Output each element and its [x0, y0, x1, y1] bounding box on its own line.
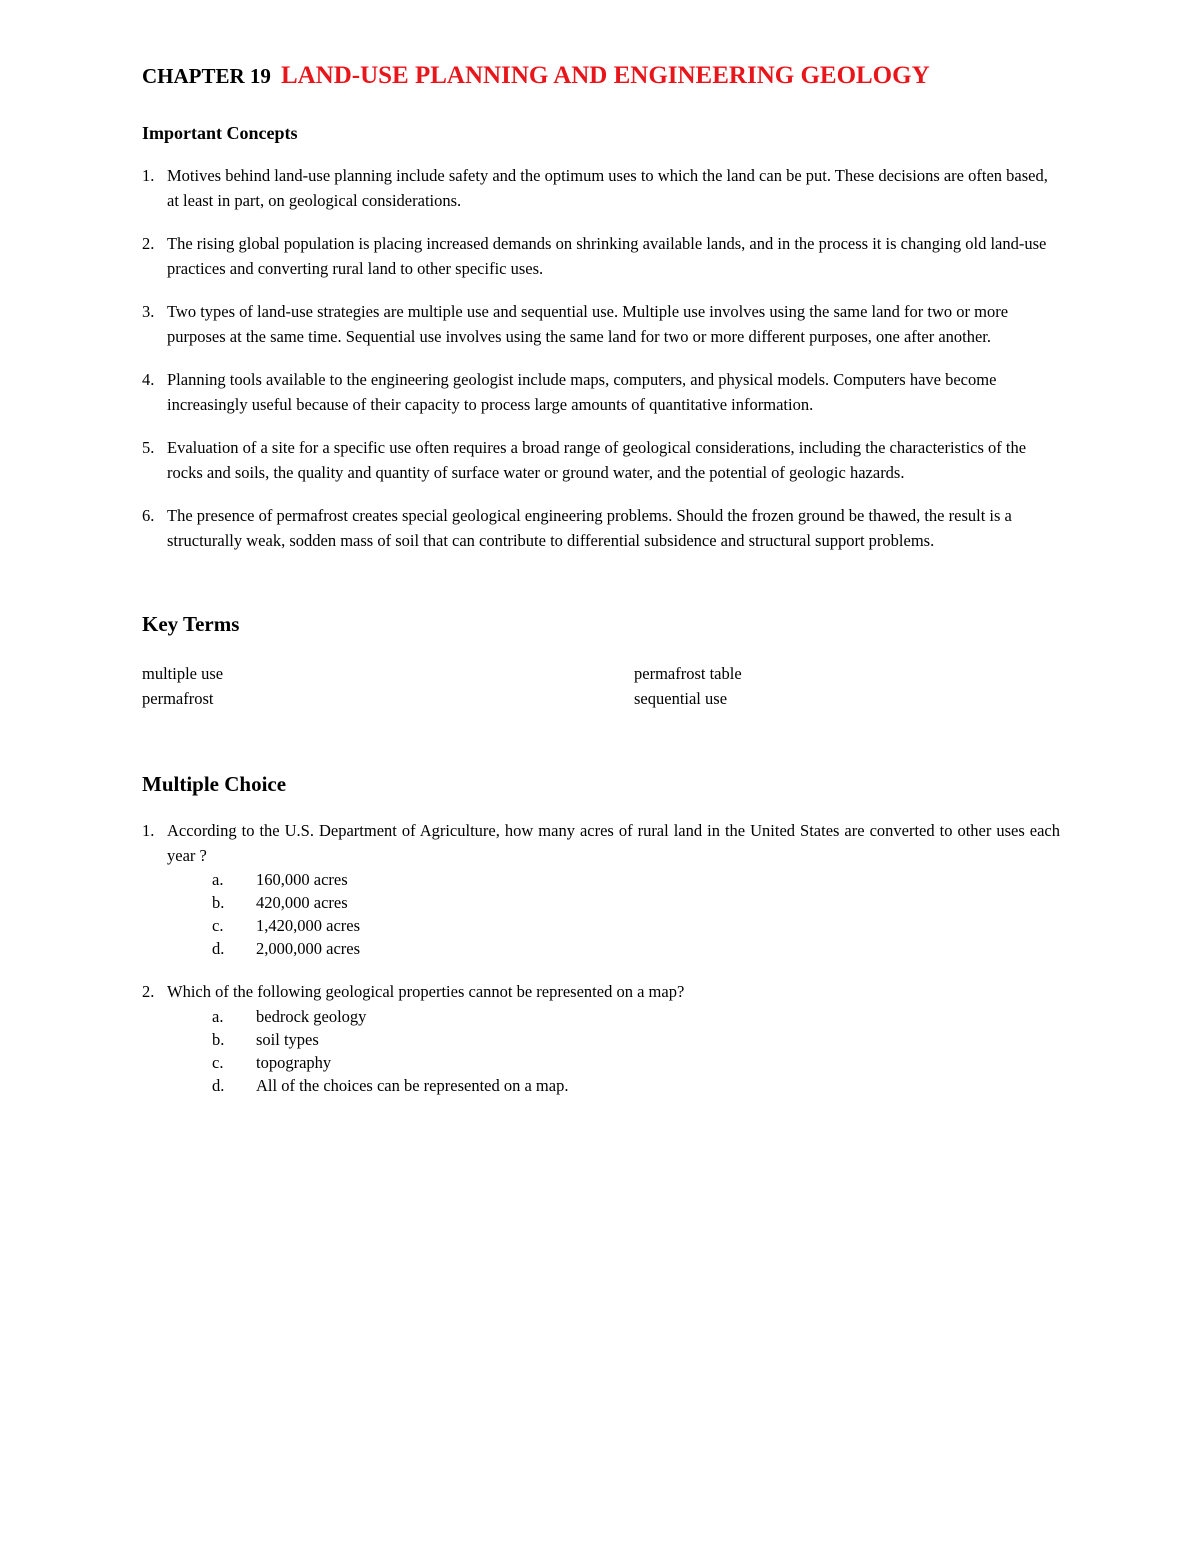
- question-item: [142, 819, 1060, 960]
- concept-number: 5.: [142, 438, 155, 457]
- question-stem: [142, 980, 1060, 1005]
- key-term: permafrost: [142, 689, 214, 708]
- chapter-heading: [142, 58, 1060, 90]
- concept-number: 4.: [142, 370, 155, 389]
- answer-option: [142, 1028, 1060, 1051]
- multiple-choice-list: [142, 819, 1060, 1097]
- chapter-label: CHAPTER 19: [142, 64, 271, 88]
- concept-text: The rising global population is placing increased demands on shrinking available lands, and in the process it is changing old land-use practices and converting rural land to other specific uses.: [167, 234, 1047, 278]
- concept-text: The presence of permafrost creates special geological engineering problems. Should the frozen ground be thawed, the result is a structurally weak, sodden mass of soil that can contribute to differential subsidence and structural support problems.: [167, 506, 1012, 550]
- concept-number: 3.: [142, 302, 155, 321]
- option-text: bedrock geology: [256, 1006, 367, 1026]
- answer-option: [142, 914, 1060, 937]
- answer-option: [142, 1005, 1060, 1028]
- option-text: 2,000,000 acres: [256, 939, 361, 958]
- concept-item: [142, 436, 1060, 485]
- option-text: 160,000 acres: [256, 870, 348, 889]
- option-letter: c.: [212, 1052, 224, 1072]
- option-letter: b.: [212, 893, 225, 912]
- concept-item: [142, 164, 1060, 213]
- answer-option: [142, 937, 1060, 960]
- concept-text: Motives behind land-use planning include safety and the optimum uses to which the land can be put. These decisions are often based, at least in part, on geological considerations.: [167, 166, 1048, 210]
- question-number: 2.: [142, 982, 155, 1001]
- key-term: sequential use: [634, 689, 728, 708]
- key-terms-grid: [142, 661, 1060, 711]
- key-terms-heading: Key Terms: [142, 612, 240, 636]
- answer-option: [142, 1074, 1060, 1097]
- concept-number: 6.: [142, 506, 155, 525]
- question-number: 1.: [142, 821, 155, 840]
- concept-item: [142, 368, 1060, 417]
- multiple-choice-heading: Multiple Choice: [142, 772, 287, 796]
- option-letter: c.: [212, 916, 224, 935]
- concept-item: [142, 300, 1060, 349]
- concept-text: Planning tools available to the engineering geologist include maps, computers, and physical models. Computers have become increasingly useful because of their capacity to process large amounts of quantitative information.: [167, 370, 997, 414]
- concept-number: 2.: [142, 234, 155, 253]
- option-letter: d.: [212, 1075, 225, 1095]
- answer-options: [142, 868, 1060, 960]
- option-text: All of the choices can be represented on a map.: [256, 1075, 569, 1095]
- option-letter: a.: [212, 870, 224, 889]
- chapter-title: LAND-USE PLANNING AND ENGINEERING GEOLOGY: [280, 62, 930, 89]
- important-concepts-list: [142, 164, 1060, 553]
- option-text: 420,000 acres: [256, 893, 348, 912]
- question-stem: [142, 819, 1060, 868]
- answer-options: [142, 1005, 1060, 1097]
- option-letter: d.: [212, 939, 225, 958]
- option-letter: a.: [212, 1006, 224, 1026]
- answer-option: [142, 1051, 1060, 1074]
- important-concepts-heading: Important Concepts: [142, 123, 298, 143]
- answer-option: [142, 868, 1060, 891]
- concept-text: Two types of land-use strategies are multiple use and sequential use. Multiple use involves using the same land for two or more purposes at the same time. Sequential use involves using the same land for two or more different purposes, one after another.: [167, 302, 1009, 346]
- question-text: Which of the following geological properties cannot be represented on a map?: [167, 982, 685, 1001]
- key-term: permafrost table: [634, 664, 742, 683]
- question-item: [142, 980, 1060, 1097]
- concept-number: 1.: [142, 166, 155, 185]
- option-letter: b.: [212, 1029, 225, 1049]
- option-text: topography: [256, 1052, 332, 1072]
- answer-option: [142, 891, 1060, 914]
- key-term: multiple use: [142, 664, 224, 683]
- question-text: According to the U.S. Department of Agriculture, how many acres of rural land in the United States are converted to other uses each year ?: [167, 821, 1060, 865]
- concept-text: Evaluation of a site for a specific use often requires a broad range of geological considerations, including the characteristics of the rocks and soils, the quality and quantity of surface water or ground water, and the potential of geologic hazards.: [167, 438, 1027, 482]
- option-text: soil types: [256, 1029, 319, 1049]
- concept-item: [142, 504, 1060, 553]
- concept-item: [142, 232, 1060, 281]
- option-text: 1,420,000 acres: [256, 916, 361, 935]
